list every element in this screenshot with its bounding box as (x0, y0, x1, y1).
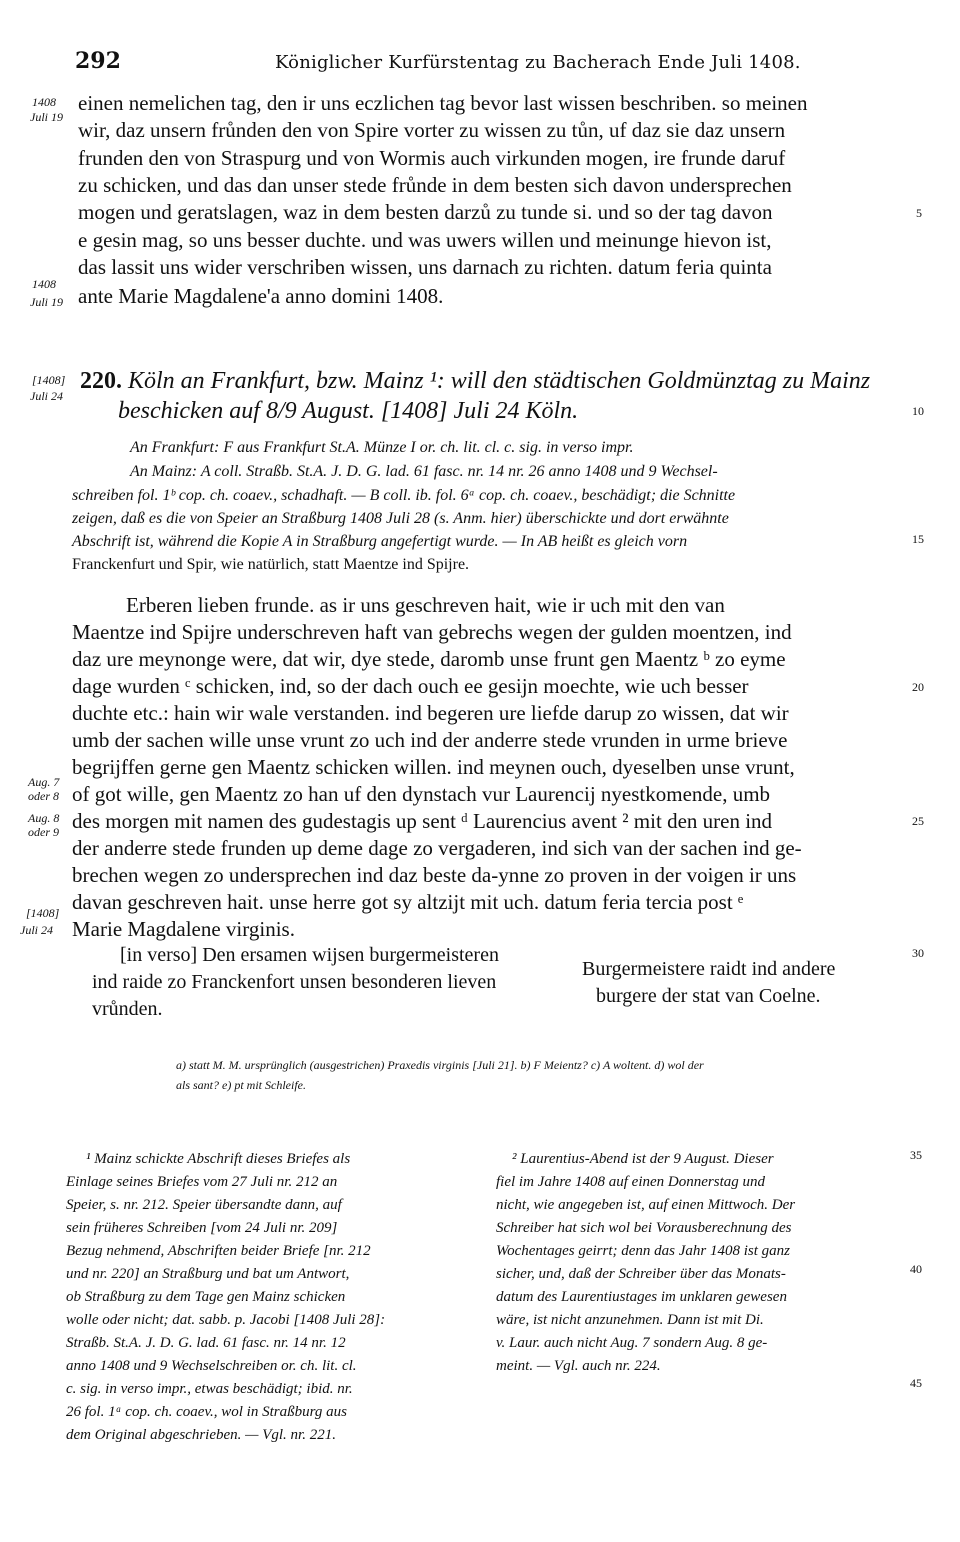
source-line: zeigen, daß es die von Speier an Straßburg 1408 Juli 28 (s. Anm. hier) überschickte und dort erwähnte (72, 510, 729, 527)
footnote-2-line: nicht, wie angegeben ist, auf einen Mittwoch. Der (496, 1197, 796, 1213)
letter-line: Marie Magdalene virginis. (72, 917, 295, 941)
line-number: 35 (910, 1148, 922, 1162)
line-number: 30 (912, 946, 924, 960)
top-text-line: das lassit uns wider verschriben wissen, uns darnach zu richten. datum feria quinta (78, 255, 772, 279)
document-title-line1: Köln an Frankfurt, bzw. Mainz ¹: will den städtischen Goldmünztag zu Mainz (128, 368, 871, 394)
letter-margin-date: oder 9 (28, 825, 59, 839)
footnote-1-line: Einlage seines Briefes vom 27 Juli nr. 212 an (66, 1174, 338, 1190)
source-line: Abschrift ist, während die Kopie A in Straßburg angefertigt wurde. — In AB heißt es gleich vorn (72, 533, 688, 550)
margin-date-year: 1408 (32, 277, 56, 291)
line-number: 25 (912, 814, 924, 828)
line-number: 20 (912, 680, 924, 694)
margin-date-year: 1408 (32, 95, 56, 109)
top-text-line: wir, daz unsern frůnden den von Spire vorter zu wissen zu tůn, uf daz sie daz unsern (78, 118, 786, 142)
footnote-2-line: fiel im Jahre 1408 auf einen Donnerstag und (496, 1174, 765, 1190)
sender-line: Burgermeistere raidt ind andere (582, 958, 836, 980)
letter-line: Maentze ind Spijre underschreven haft van gebrechs wegen der gulden moentzen, ind (72, 620, 792, 644)
running-head: Königlicher Kurfürstentag zu Bacherach Ende Juli 1408. (275, 52, 801, 73)
footnote-1-line: ob Straßburg zu dem Tage gen Mainz schicken (66, 1289, 346, 1305)
footnote-1-line: dem Original abgeschrieben. — Vgl. nr. 221. (66, 1427, 336, 1443)
address-line: [in verso] Den ersamen wijsen burgermeisteren (120, 944, 499, 966)
letter-margin-date: Aug. 8 (28, 811, 60, 825)
top-text-line: e gesin mag, so uns besser duchte. und was uwers willen und meinunge hievon ist, (78, 228, 772, 252)
source-line: schreiben fol. 1ᵇ cop. ch. coaev., schadhaft. — B coll. ib. fol. 6ᵃ cop. ch. coaev., beschädigt; die Schnitte (72, 487, 736, 504)
letter-line: begrijffen gerne gen Maentz schicken willen. ind meynen ouch, dyeselben unse vrunt, (72, 755, 795, 779)
footnote-1-line: sein früheres Schreiben [vom 24 Juli nr. 209] (66, 1220, 338, 1236)
letter-line: umb der sachen wille unse vrunt zo uch ind der anderre stede vrunden in urme brieve (72, 728, 788, 752)
document-heading (80, 366, 870, 396)
footnote-2-line: Schreiber hat sich wol bei Vorausberechnung des (496, 1220, 792, 1236)
footnote-1-line: ¹ Mainz schickte Abschrift dieses Briefes als (86, 1151, 351, 1167)
footnote-1-line: Bezug nehmend, Abschriften beider Briefe [nr. 212 (66, 1243, 371, 1259)
letter-margin-date: oder 8 (28, 789, 59, 803)
letter-line: Erberen lieben frunde. as ir uns geschreven hait, wie ir uch mit den van (126, 593, 725, 617)
footnote-2-line: sicher, und, daß der Schreiber über das Monats- (496, 1266, 786, 1282)
top-text-line: ante Marie Magdalene'a anno domini 1408. (78, 284, 444, 308)
source-line: Franckenfurt und Spir, wie natürlich, statt Maentze ind Spijre. (72, 556, 470, 573)
line-number: 15 (912, 532, 924, 546)
footnote-1-line: und nr. 220] an Straßburg und bat um Antwort, (66, 1266, 350, 1282)
sender-line: burgere der stat van Coelne. (596, 985, 821, 1007)
footnote-2-line: datum des Laurentiustages im unklaren gewesen (496, 1289, 787, 1305)
footnote-1-line: Straßb. St.A. J. D. G. lad. 61 fasc. nr. 14 nr. 12 (66, 1335, 346, 1351)
margin-date-day: Juli 19 (30, 295, 63, 309)
source-line: An Mainz: A coll. Straßb. St.A. J. D. G. lad. 61 fasc. nr. 14 nr. 26 anno 1408 und 9 Wechsel- (130, 463, 718, 480)
address-line: vrůnden. (92, 998, 163, 1020)
page-number: 292 (75, 48, 121, 74)
letter-margin-date: Juli 24 (20, 923, 53, 937)
footnote-2-line: v. Laur. auch nicht Aug. 7 sondern Aug. 8 ge- (496, 1335, 768, 1351)
footnote-1-line: anno 1408 und 9 Wechselschreiben or. ch. lit. cl. (66, 1358, 357, 1374)
letter-line: des morgen mit namen des gudestagis up sent ᵈ Laurencius avent ² mit den uren ind (72, 809, 773, 833)
top-text-line: zu schicken, und das dan unser stede frůnde in dem besten sich davon undersprechen (78, 173, 792, 197)
footnote-2-line: Wochentages geirrt; denn das Jahr 1408 ist ganz (496, 1243, 791, 1259)
margin-date-day: Juli 19 (30, 110, 63, 124)
letter-margin-date: [1408] (26, 906, 60, 920)
footnote-1-line: 26 fol. 1ᵃ cop. ch. coaev., wol in Straßburg aus (66, 1404, 347, 1420)
document-title-line2: beschicken auf 8/9 August. [1408] Juli 24 Köln. (118, 398, 579, 424)
footnote-1-line: c. sig. in verso impr., etwas beschädigt; ibid. nr. (66, 1381, 353, 1397)
document-number: 220. (80, 368, 122, 394)
footnote-1-line: Speier, s. nr. 212. Speier übersandte dann, auf (66, 1197, 342, 1213)
letter-line: of got wille, gen Maentz zo han uf den dynstach vur Laurencij nyestkomende, umb (72, 782, 771, 806)
top-text-line: mogen und geratslagen, waz in dem besten darzů zu tunde si. und so der tag davon (78, 200, 773, 224)
footnote-2-line: wäre, ist nicht anzunehmen. Dann ist mit Di. (496, 1312, 764, 1328)
address-line: ind raide zo Franckenfort unsen besonderen lieven (92, 971, 497, 993)
top-text-line: frunden den von Straspurg und von Wormis auch virkunden mogen, ire frunde daruf (78, 146, 786, 170)
letter-line: dage wurden ᶜ schicken, ind, so der dach ouch ee gesijn moechte, wie uch besser (72, 674, 749, 698)
letter-margin-date: Aug. 7 (28, 775, 60, 789)
textual-note: als sant? e) pt mit Schleife. (176, 1078, 306, 1092)
line-number: 40 (910, 1262, 922, 1276)
line-number: 10 (912, 404, 924, 418)
textual-note: a) statt M. M. ursprünglich (ausgestrichen) Praxedis virginis [Juli 21]. b) F Meientz? c) A woltent. d) wol der (176, 1058, 704, 1072)
line-number: 5 (916, 206, 922, 220)
doc-margin-day: Juli 24 (30, 389, 63, 403)
letter-line: daz ure meynonge were, dat wir, dye stede, daromb unse frunt gen Maentz ᵇ zo eyme (72, 647, 786, 671)
letter-line: brechen wegen zo undersprechen ind daz beste da-ynne zo proven in der voigen ir uns (72, 863, 797, 887)
top-text-line: einen nemelichen tag, den ir uns eczlichen tag bevor last wissen beschriben. so meinen (78, 91, 808, 115)
doc-margin-date: [1408] (32, 373, 66, 387)
source-line: An Frankfurt: F aus Frankfurt St.A. Münze I or. ch. lit. cl. c. sig. in verso impr. (130, 439, 634, 456)
letter-line: der anderre stede frunden up deme dage zo vergaderen, ind sich van der sachen ind ge- (72, 836, 802, 860)
letter-line: davan geschreven hait. unse herre got sy altzijt mit uch. datum feria tercia post ᵉ (72, 890, 744, 914)
footnote-2-line: ² Laurentius-Abend ist der 9 August. Dieser (512, 1151, 774, 1167)
letter-line: duchte etc.: hain wir wale verstanden. ind begeren ure liefde darup zo wissen, dat wir (72, 701, 789, 725)
footnote-2-line: meint. — Vgl. auch nr. 224. (496, 1358, 661, 1374)
footnote-1-line: wolle oder nicht; dat. sabb. p. Jacobi [1408 Juli 28]: (66, 1312, 386, 1328)
line-number: 45 (910, 1376, 922, 1390)
